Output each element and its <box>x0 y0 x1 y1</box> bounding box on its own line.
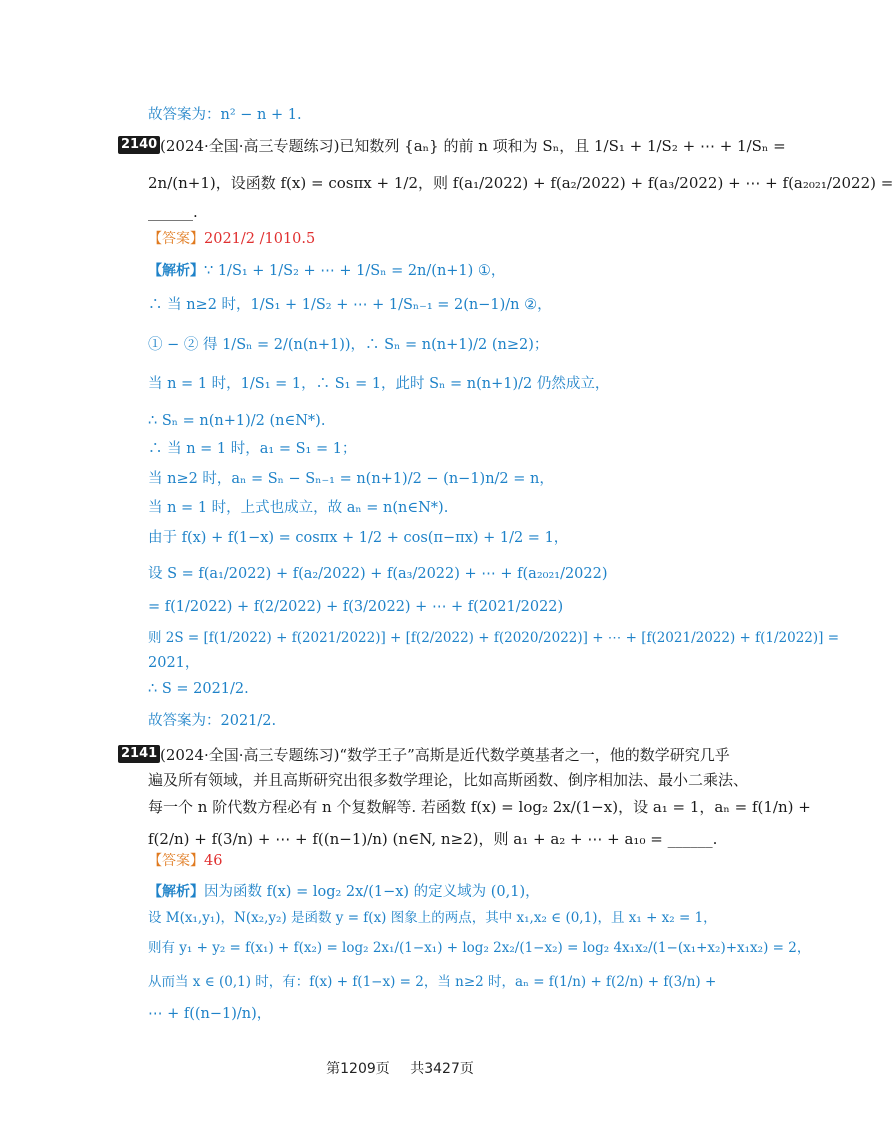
question-text-line: (2024·全国·高三专题练习)“数学王子”高斯是近代数学奠基者之一，他的数学研究几乎 <box>160 746 730 764</box>
answer-blank: ______. <box>148 203 198 221</box>
solution-step: 当 n = 1 时，上式也成立，故 aₙ = n(n∈N*). <box>148 500 449 516</box>
solution-label: 【解析】 <box>148 884 204 900</box>
answer-row <box>148 232 315 247</box>
answer-value: 46 <box>204 853 223 869</box>
question-number-badge: 2140 <box>118 136 160 154</box>
solution-step: 【解析】∵ 1/S₁ + 1/S₂ + ⋯ + 1/Sₙ = 2n/(n+1) ①， <box>148 263 506 279</box>
solution-label: 【解析】 <box>148 263 204 279</box>
solution-step: ∴ S = 2021/2. <box>148 681 249 697</box>
solution-step: 当 n≥2 时，aₙ = Sₙ − Sₙ₋₁ = n(n+1)/2 − (n−1)n/2 = n， <box>148 471 554 487</box>
solution-step: 当 n = 1 时，1/S₁ = 1，∴ S₁ = 1，此时 Sₙ = n(n+1)/2 仍然成立， <box>148 376 610 392</box>
solution-step: 设 S = f(a₁/2022) + f(a₂/2022) + f(a₃/2022) + ⋯ + f(a₂₀₂₁/2022) <box>148 566 608 582</box>
question-text-line: 2n/(n+1)，设函数 f(x) = cosπx + 1/2，则 f(a₁/2022) + f(a₂/2022) + f(a₃/2022) + ⋯ + f(a₂₀₂₁/2022) = <box>148 174 893 192</box>
solution-step: 则 2S = [f(1/2022) + f(2021/2022)] + [f(2/2022) + f(2020/2022)] + ⋯ + [f(2021/2022) + f(1/2022)] = <box>148 630 840 646</box>
solution-step: ∴ Sₙ = n(n+1)/2 (n∈N*). <box>148 413 326 429</box>
solution-step: 则有 y₁ + y₂ = f(x₁) + f(x₂) = log₂ 2x₁/(1−x₁) + log₂ 2x₂/(1−x₂) = log₂ 4x₁x₂/(1−(x₁+x₂)+x₁x₂) = 2， <box>148 940 811 956</box>
solution-step: 设 M(x₁,y₁)，N(x₂,y₂) 是函数 y = f(x) 图象上的两点，其中 x₁,x₂ ∈ (0,1)，且 x₁ + x₂ = 1， <box>148 910 717 926</box>
question-text-line: 每一个 n 阶代数方程必有 n 个复数解等. 若函数 f(x) = log₂ 2x/(1−x)，设 a₁ = 1，aₙ = f(1/n) + <box>148 798 811 816</box>
previous-answer-line: 故答案为：n² − n + 1. <box>148 107 302 123</box>
answer-row <box>148 854 222 869</box>
page-number: 第1209页 <box>326 1061 390 1077</box>
answer-value: 2021/2 /1010.5 <box>204 231 316 247</box>
answer-label: 【答案】 <box>148 853 204 869</box>
question-text-line: 遍及所有领域，并且高斯研究出很多数学理论，比如高斯函数、倒序相加法、最小二乘法、 <box>148 771 749 789</box>
solution-step: = f(1/2022) + f(2/2022) + f(3/2022) + ⋯ + f(2021/2022) <box>148 599 564 615</box>
solution-step: ∴ 当 n≥2 时，1/S₁ + 1/S₂ + ⋯ + 1/Sₙ₋₁ = 2(n−1)/n ②， <box>148 297 552 313</box>
solution-step: 故答案为：2021/2. <box>148 713 277 729</box>
solution-step: 【解析】因为函数 f(x) = log₂ 2x/(1−x) 的定义域为 (0,1)， <box>148 884 540 900</box>
question-number-badge: 2141 <box>118 745 160 763</box>
question-text-line: f(2/n) + f(3/n) + ⋯ + f((n−1)/n) (n∈N, n≥2)，则 a₁ + a₂ + ⋯ + a₁₀ = ______. <box>148 830 718 848</box>
solution-step: 从而当 x ∈ (0,1) 时，有：f(x) + f(1−x) = 2，当 n≥2 时，aₙ = f(1/n) + f(2/n) + f(3/n) + <box>148 974 717 990</box>
solution-step: ⋯ + f((n−1)/n)， <box>148 1006 272 1022</box>
total-pages: 共3427页 <box>410 1061 474 1077</box>
solution-step: ① − ② 得 1/Sₙ = 2/(n(n+1))，∴ Sₙ = n(n+1)/2 (n≥2)； <box>148 337 549 353</box>
answer-label: 【答案】 <box>148 231 204 247</box>
solution-step: 2021， <box>148 655 200 671</box>
page-footer <box>0 1058 800 1078</box>
solution-step: 由于 f(x) + f(1−x) = cosπx + 1/2 + cos(π−πx) + 1/2 = 1， <box>148 530 569 546</box>
question-text-line: (2024·全国·高三专题练习)已知数列 {aₙ} 的前 n 项和为 Sₙ，且 1/S₁ + 1/S₂ + ⋯ + 1/Sₙ = <box>160 137 786 155</box>
solution-step: ∴ 当 n = 1 时，a₁ = S₁ = 1； <box>148 441 357 457</box>
